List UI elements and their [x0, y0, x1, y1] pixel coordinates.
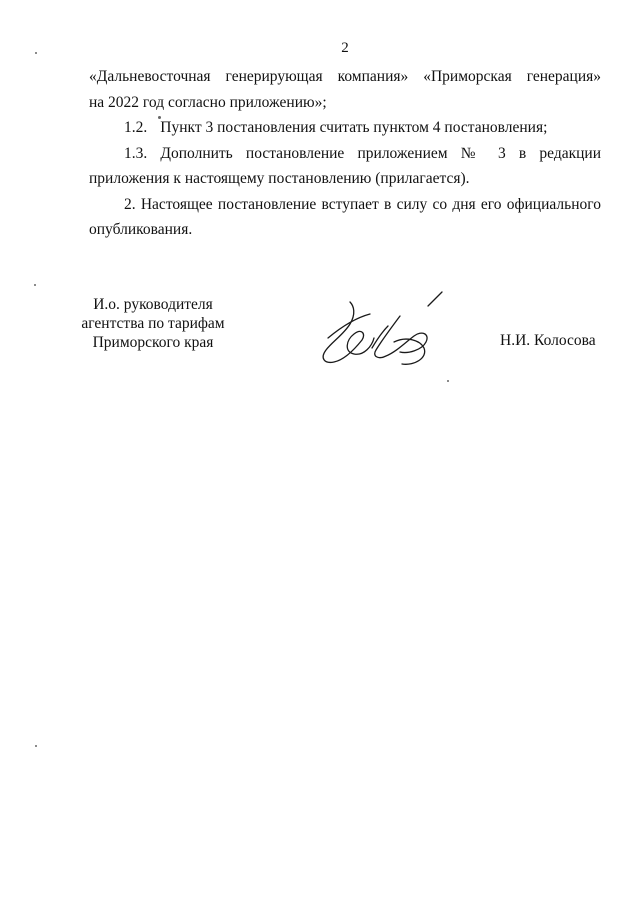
handwritten-signature	[310, 280, 460, 390]
scan-speck	[35, 52, 37, 54]
paragraph-line: приложения к настоящему постановлению (прилагается).	[89, 170, 470, 187]
scan-speck	[158, 116, 161, 119]
paragraph-line: 1.3. Дополнить постановление приложением № 3 в редакции	[124, 144, 601, 162]
paragraph-line: опубликования.	[89, 221, 193, 238]
item-number: 1.2.	[124, 119, 148, 136]
paragraph-item-2	[89, 192, 601, 243]
item-text: Пункт 3 постановления считать пунктом 4 постановления;	[160, 119, 548, 136]
paragraph-item-1-3	[89, 141, 601, 192]
position-line: И.о. руководителя	[93, 296, 213, 313]
position-line: Приморского края	[92, 334, 214, 351]
scan-speck	[34, 284, 36, 286]
position-line: агентства по тарифам	[81, 315, 225, 332]
paragraph-item-1-2	[89, 115, 601, 141]
scan-speck	[447, 380, 449, 382]
paragraph-line: на 2022 год согласно приложению»;	[89, 93, 327, 111]
signatory-position	[78, 295, 228, 352]
page-number: 2	[341, 40, 349, 56]
paragraph-line: 2. Настоящее постановление вступает в силу со дня его официального	[124, 195, 601, 213]
scan-speck	[35, 745, 37, 747]
paragraph-continuation	[89, 64, 601, 115]
paragraph-line: «Дальневосточная генерирующая компания» «Приморская генерация»	[89, 68, 601, 85]
document-body	[89, 64, 601, 243]
signer-name: Н.И. Колосова	[500, 332, 596, 349]
